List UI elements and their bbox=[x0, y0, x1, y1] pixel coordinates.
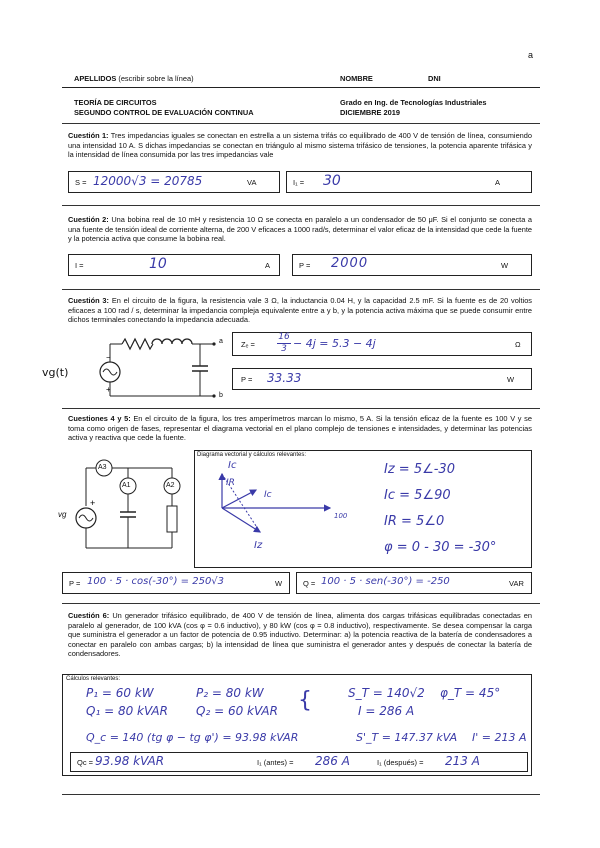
q2-text: Una bobina real de 10 mH y resistencia 10 Ω se conecta en paralelo a un condensador de 50 μF. Si el conjunto se conecta a una fuente de tensión ideal de corriente alterna, de 200 V eficaces a 1000 rad/s, determinar el valor eficaz de la intensidad que cede la fuente y la potencia activa que consume la bobina real. bbox=[68, 215, 533, 244]
q3-title: Cuestión 3: bbox=[68, 296, 109, 305]
q2-p-unit: W bbox=[501, 261, 509, 270]
q6-c5: S_T = 140√2 bbox=[348, 686, 425, 700]
q2-p-box[interactable] bbox=[292, 254, 532, 276]
ammeter-a3-label: A3 bbox=[98, 464, 107, 471]
q6-calc-label: Cálculos relevantes: bbox=[66, 676, 121, 682]
q1-i-value: 30 bbox=[323, 173, 341, 189]
q3-z-label: Zₑ = bbox=[241, 340, 255, 349]
vec-ic-label: Ic bbox=[228, 460, 237, 471]
q45-eq2: Ic = 5∠90 bbox=[384, 488, 451, 503]
q45-title: Cuestiones 4 y 5: bbox=[68, 414, 131, 423]
q1-i-label: I₁ = bbox=[293, 178, 305, 187]
q3-term-b: b bbox=[219, 392, 223, 399]
q2-i-box[interactable] bbox=[68, 254, 280, 276]
q45-eq3: IR = 5∠0 bbox=[384, 514, 445, 529]
q6-title: Cuestión 6: bbox=[68, 611, 110, 620]
q2-i-unit: A bbox=[265, 261, 271, 270]
q3-z-num: 16 bbox=[278, 332, 290, 342]
apellidos-label: APELLIDOS bbox=[74, 74, 117, 83]
q6-i2-label: I₁ (después) = bbox=[377, 758, 424, 767]
name-line bbox=[62, 87, 540, 88]
q3-text: En el circuito de la figura, la resistencia vale 3 Ω, la inductancia 0.04 H, y la capacidad 2.5 mF. Si la fuente es de 20 voltios eficaces a 100 rad / s, determinar la impedancia compleja equivalente entre a y b, y la potencia activa máxima que se puede consumir entre dichos terminales conectando la impedancia adecuada. bbox=[68, 296, 533, 325]
q6-c7: I = 286 A bbox=[358, 704, 415, 718]
q6-i1-value: 286 A bbox=[315, 754, 350, 768]
q45-q-unit: VAR bbox=[509, 579, 524, 588]
q3-statement bbox=[68, 296, 532, 325]
q45-diagram-label: Diagrama vectorial y cálculos relevantes: bbox=[197, 452, 307, 458]
q6-c1: P₁ = 60 kW bbox=[86, 686, 154, 700]
vec-ir-label: IR bbox=[226, 478, 235, 488]
q6-c9: S'_T = 147.37 kVA bbox=[356, 731, 458, 744]
page-mark: a bbox=[528, 50, 534, 60]
q45-text: En el circuito de la figura, los tres amperímetros marcan lo mismo, 5 A. Si la tensión eficaz de la fuente es 100 V y se toma como origen de fases, representar el diagrama vectorial en el plano complejo de tensiones e intensidades, y determinar las potencias activa y reactiva que cede la fuente. bbox=[68, 414, 532, 443]
q45-q-label: Q = bbox=[303, 579, 316, 588]
exam-date: DICIEMBRE 2019 bbox=[340, 108, 400, 117]
q3-z-unit: Ω bbox=[515, 340, 521, 349]
q3-p-unit: W bbox=[507, 375, 515, 384]
q45-eq4: φ = 0 - 30 = -30° bbox=[384, 540, 497, 555]
svg-text:−: − bbox=[106, 353, 111, 362]
divider bbox=[62, 794, 540, 795]
q6-c8: Q_c = 140 (tg φ − tg φ') = 93.98 kVAR bbox=[86, 731, 299, 744]
q6-qc-label: Qc = bbox=[77, 758, 94, 767]
q1-s-unit: VA bbox=[247, 178, 257, 187]
q45-source-label: vg bbox=[58, 510, 67, 519]
q3-source-label: vg(t) bbox=[42, 366, 69, 379]
divider bbox=[62, 123, 540, 124]
q6-i2-value: 213 A bbox=[445, 754, 480, 768]
divider bbox=[62, 205, 540, 206]
q45-eq1: Iz = 5∠-30 bbox=[384, 462, 455, 477]
header-apellidos bbox=[74, 74, 194, 84]
q45-q-value: 100 · 5 · sen(-30°) = -250 bbox=[321, 576, 450, 587]
q1-s-value: 12000√3 = 20785 bbox=[93, 174, 203, 188]
vec-ic2-label: Ic bbox=[264, 490, 272, 500]
vec-iz-label: Iz bbox=[254, 540, 263, 551]
ammeter-a1-label: A1 bbox=[122, 482, 131, 489]
q6-qc-value: 93.98 kVAR bbox=[95, 754, 165, 768]
q45-p-value: 100 · 5 · cos(-30°) = 250√3 bbox=[87, 576, 225, 587]
nombre-label: NOMBRE bbox=[340, 74, 373, 83]
svg-text:+: + bbox=[106, 385, 111, 394]
svg-text:+: + bbox=[90, 498, 96, 508]
q3-z-value: − 4j = 5.3 − 4j bbox=[293, 337, 376, 350]
q3-p-label: P = bbox=[241, 375, 253, 384]
q2-i-label: I = bbox=[75, 261, 84, 270]
q2-title: Cuestión 2: bbox=[68, 215, 109, 224]
q45-p-unit: W bbox=[275, 579, 283, 588]
q6-c3: P₂ = 80 kW bbox=[196, 686, 264, 700]
q6-c4: Q₂ = 60 kVAR bbox=[196, 704, 278, 718]
q6-c6: φ_T = 45° bbox=[440, 686, 501, 700]
q1-statement bbox=[68, 131, 532, 160]
dni-label: DNI bbox=[428, 74, 441, 83]
q45-p-label: P = bbox=[69, 579, 81, 588]
q6-answer-row[interactable] bbox=[70, 752, 528, 772]
q3-z-box[interactable] bbox=[232, 332, 532, 356]
q2-statement bbox=[68, 215, 532, 244]
q3-circuit bbox=[66, 330, 226, 402]
q6-brace: { bbox=[298, 688, 312, 713]
q6-i1-label: I₁ (antes) = bbox=[257, 758, 294, 767]
q45-p-box[interactable] bbox=[62, 572, 290, 594]
q3-z-den: 3 bbox=[281, 344, 287, 354]
q6-text: Un generador trifásico equilibrado, de 400 V de tensión de línea, alimenta dos cargas trifásicas equilibradas conectadas en paralelo al generador, de 100 kVA (cos φ = 0.6 inductivo), y 80 kW (cos φ = 0.8 inductivo), respectivamente. Se desea compensar la carga que suministra el generador a un factor de potencia de 0.95 inductivo. Determinar: a) la potencia reactiva de la batería de condensadores a conectar en paralelo con ambas cargas; b) la intensidad de línea que suministra el generador antes y después de conectar la batería de condensadores. bbox=[68, 611, 532, 659]
q1-i-unit: A bbox=[495, 178, 501, 187]
q6-c2: Q₁ = 80 kVAR bbox=[86, 704, 168, 718]
q1-text: Tres impedancias iguales se conectan en estrella a un sistema trifás co equilibrado de 400 V de tensión de línea, consumiendo una intensidad 10 A. S dichas impedancias se conectan en triángulo al mismo sistema trifásico de tensiones, la potencia aparente trifásica y la intensidad de línea consumida por las tres impedancias vale bbox=[68, 131, 533, 160]
q3-p-box[interactable] bbox=[232, 368, 532, 390]
q1-i-box[interactable] bbox=[286, 171, 532, 193]
vec-v-label: 100 bbox=[334, 512, 348, 520]
q2-p-label: P = bbox=[299, 261, 311, 270]
degree: Grado en Ing. de Tecnologías Industriales bbox=[340, 98, 487, 107]
divider bbox=[62, 603, 540, 604]
q6-statement bbox=[68, 611, 532, 659]
q3-term-a: a bbox=[219, 338, 223, 345]
subject: TEORÍA DE CIRCUITOS bbox=[74, 98, 157, 107]
apellidos-note: (escribir sobre la línea) bbox=[118, 74, 194, 83]
q1-title: Cuestión 1: bbox=[68, 131, 109, 140]
q1-s-label: S = bbox=[75, 178, 87, 187]
q45-q-box[interactable] bbox=[296, 572, 532, 594]
divider bbox=[62, 408, 540, 409]
q2-i-value: 10 bbox=[149, 256, 167, 272]
q45-statement bbox=[68, 414, 532, 443]
q6-c10: I' = 213 A bbox=[472, 731, 527, 744]
q3-p-value: 33.33 bbox=[267, 371, 302, 385]
q45-circuit bbox=[62, 456, 192, 566]
q1-s-box[interactable] bbox=[68, 171, 280, 193]
exam-title: SEGUNDO CONTROL DE EVALUACIÓN CONTINUA bbox=[74, 108, 254, 117]
divider bbox=[62, 289, 540, 290]
ammeter-a2-label: A2 bbox=[166, 482, 175, 489]
q2-p-value: 2000 bbox=[331, 256, 369, 271]
